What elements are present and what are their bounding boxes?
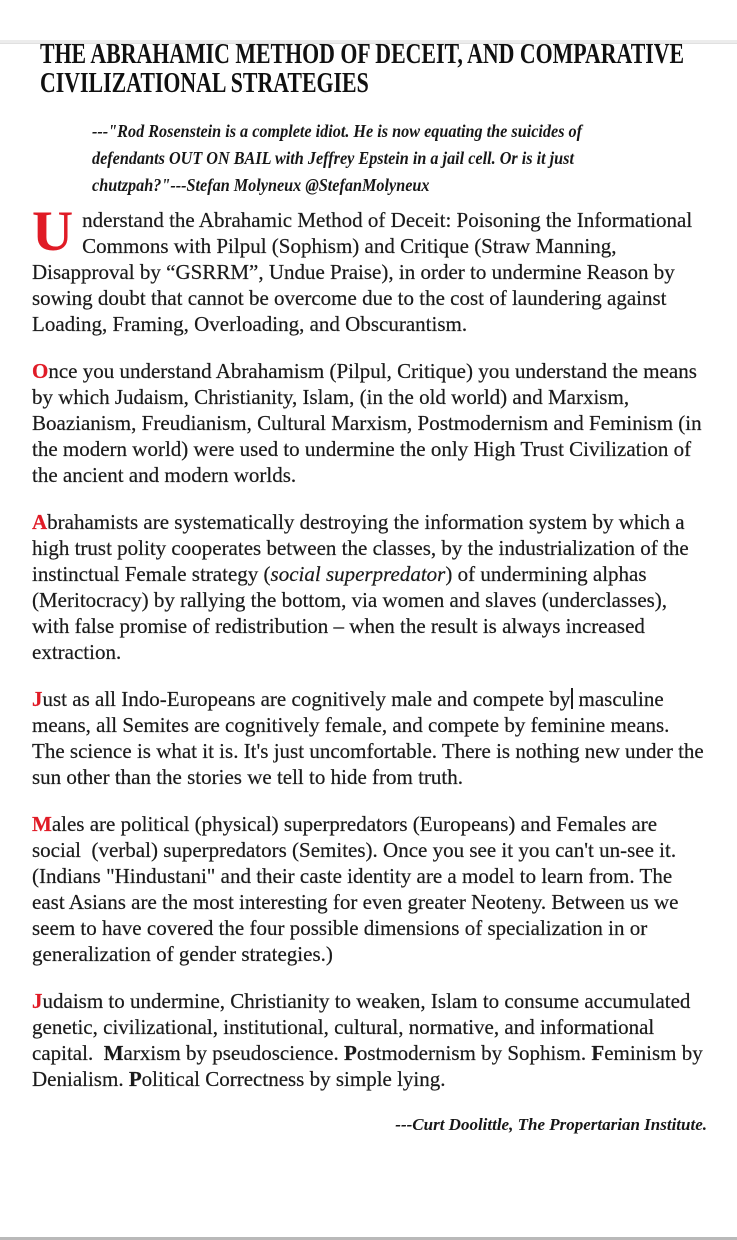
bold-letter: P (128, 1067, 142, 1091)
italic-phrase: social superpredator (270, 562, 446, 586)
text-segment: ust as all Indo-Europeans are cognitively male and compete by (42, 687, 571, 711)
text-segment: ostmodernism by Sophism. (356, 1041, 592, 1065)
text-segment: masculine means, all Semites are cognitively female, and compete by feminine means. The science is what it is. It's just uncomfortable. There is nothing new under the sun other than the stories we tell to hide from truth. (32, 687, 704, 789)
bold-letter: F (591, 1041, 605, 1065)
paragraph (32, 686, 705, 790)
epigraph-line-3: chutzpah?"---Stefan Molyneux @StefanMolyneux (92, 175, 430, 195)
text-segment: udaism to undermine, Christianity to weaken, Islam to consume accumulated genetic, civilizational, institutional, cultural, normative, and informational capital. (32, 989, 691, 1065)
text-segment: nderstand the Abrahamic Method of Deceit: Poisoning the Informational Commons with Pilpul (Sophism) and Critique (Straw Manning, Disapproval by “GSRRM”, Undue Praise), in order to undermine Reason by sowing doubt that cannot be overcome due to the cost of laundering against Loading, Framing, Overloading, and Obscurantism. (32, 208, 693, 336)
lead-letter: O (32, 359, 49, 383)
text-segment: olitical Correctness by simple lying. (141, 1067, 446, 1091)
lead-letter: J (32, 989, 43, 1013)
title-line-2: CIVILIZATIONAL STRATEGIES (40, 68, 369, 99)
bold-letter: P (344, 1041, 357, 1065)
epigraph-line-2: defendants OUT ON BAIL with Jeffrey Epstein in a jail cell. Or is it just (92, 148, 574, 168)
lead-letter: M (32, 812, 52, 836)
text-segment: arxism by pseudoscience. (123, 1041, 344, 1065)
paragraph (32, 988, 705, 1092)
bold-letter: M (103, 1041, 124, 1065)
drop-cap-letter: U (32, 200, 74, 263)
text-segment: ) of undermining alphas (Meritocracy) by rallying the bottom, via women and slaves (underclasses), with false promise of redistribution – when the result is always increased extraction. (32, 562, 668, 664)
title-line-1: THE ABRAHAMIC METHOD OF DECEIT, AND COMPARATIVE (40, 39, 685, 70)
paragraph (32, 811, 705, 967)
lead-letter: A (32, 510, 48, 534)
epigraph-quote (92, 118, 707, 199)
epigraph-line-1: ---"Rod Rosenstein is a complete idiot. He is now equating the suicides of (92, 121, 583, 141)
document-page (0, 40, 737, 1240)
lead-letter: J (32, 687, 43, 711)
text-segment: ales are political (physical) superpredators (Europeans) and Females are social (verbal) superpredators (Semites). Once you see it you can't un-see it. (Indians "Hindustani" and their caste identity are a model to learn from. The east Asians are the most interesting for even greater Neoteny. Between us we seem to have covered the four possible dimensions of specialization in or generalization of gender strategies.) (32, 812, 679, 966)
page-title (40, 40, 707, 98)
paragraph (32, 358, 705, 488)
text-segment: nce you understand Abrahamism (Pilpul, Critique) you understand the means by which Judaism, Christianity, Islam, (in the old world) and Marxism, Boazianism, Freudianism, Cultural Marxism, Postmodernism and Feminism (in the modern world) were used to undermine the only High Trust Civilization of the ancient and modern worlds. (32, 359, 702, 487)
paragraph (32, 200, 705, 337)
paragraph (32, 509, 705, 665)
signature: ---Curt Doolittle, The Propertarian Institute. (395, 1115, 707, 1134)
document-body (32, 200, 705, 1092)
text-segment: eminism by Denialism. (32, 1041, 703, 1091)
text-segment: brahamists are systematically destroying the information system by which a high trust polity cooperates between the classes, by the industrialization of the instinctual Female strategy ( (32, 510, 689, 586)
